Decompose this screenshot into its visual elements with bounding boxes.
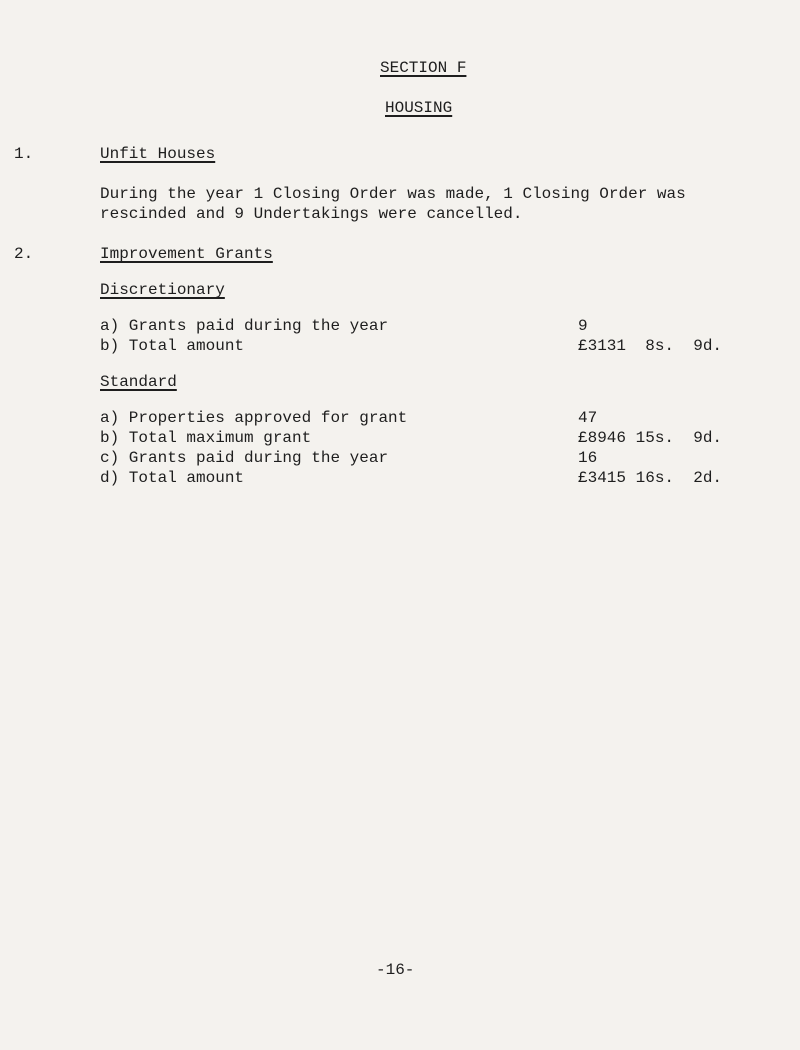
standard-row-d-label: d) Total amount [100,469,245,487]
page-number: -16- [376,961,415,979]
standard-row-a-value: 47 [578,409,598,427]
discretionary-row-a-label: a) Grants paid during the year [100,317,389,335]
standard-row-b-value: £8946 15s. 9d. [578,429,723,447]
item-1-title: Unfit Houses [100,145,216,163]
standard-heading: Standard [100,373,177,391]
standard-row-a-label: a) Properties approved for grant [100,409,408,427]
item-2-number: 2. [14,245,34,263]
standard-row-c-value: 16 [578,449,598,467]
item-1-text-line-1: During the year 1 Closing Order was made, 1 Closing Order was [100,185,686,203]
item-1-text-line-2: rescinded and 9 Undertakings were cancelled. [100,205,523,223]
discretionary-row-b-value: £3131 8s. 9d. [578,337,723,355]
discretionary-row-b-label: b) Total amount [100,337,245,355]
item-2-title: Improvement Grants [100,245,273,263]
standard-row-b-label: b) Total maximum grant [100,429,312,447]
item-1-number: 1. [14,145,34,163]
subject-heading: HOUSING [385,99,453,117]
section-heading: SECTION F [380,59,467,77]
discretionary-row-a-value: 9 [578,317,588,335]
standard-row-c-label: c) Grants paid during the year [100,449,389,467]
standard-row-d-value: £3415 16s. 2d. [578,469,723,487]
discretionary-heading: Discretionary [100,281,225,299]
